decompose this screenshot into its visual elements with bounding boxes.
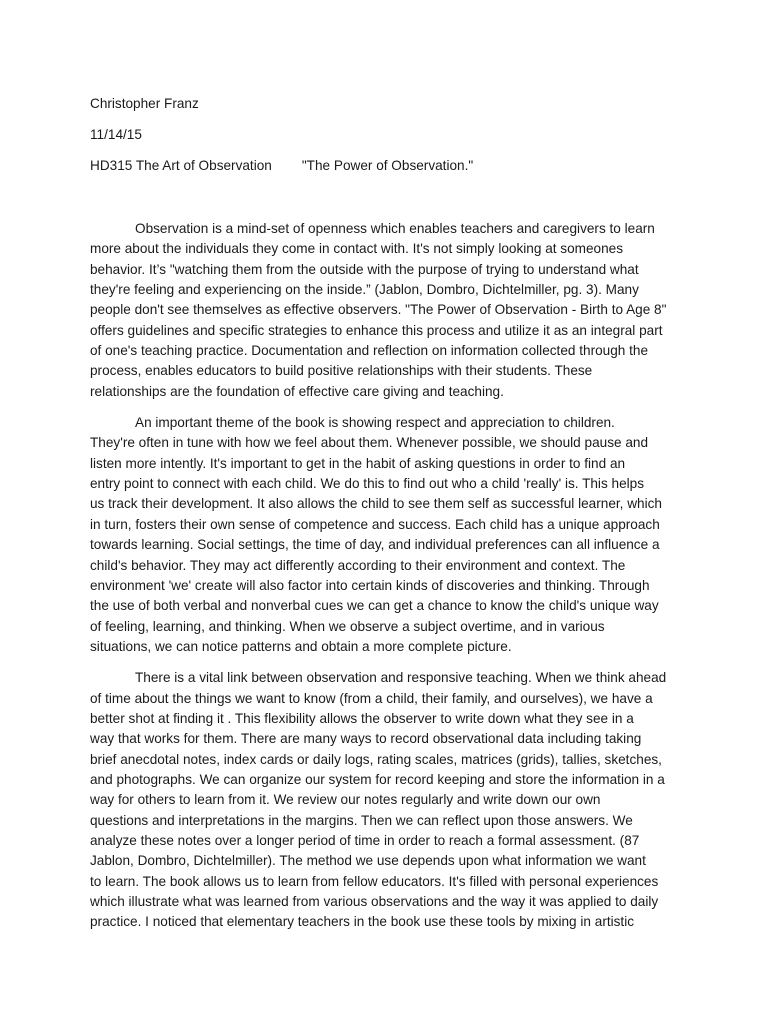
text-line: in turn, fosters their own sense of competence and success. Each child has a unique approach <box>90 516 660 532</box>
text-line: situations, we can notice patterns and obtain a more complete picture. <box>90 638 512 654</box>
text-line: listen more intently. It's important to get in the habit of asking questions in order to find an <box>90 455 626 471</box>
text-line: and photographs. We can organize our system for record keeping and store the information in a <box>90 771 665 787</box>
text-line: to learn. The book allows us to learn from fellow educators. It's filled with personal experiences <box>90 873 659 889</box>
paragraph-gap <box>90 402 690 413</box>
text-line: child's behavior. They may act differently according to their environment and context. The <box>90 557 626 573</box>
text-line: Observation is a mind-set of openness which enables teachers and caregivers to learn <box>135 221 655 236</box>
essay-title: "The Power of Observation." <box>301 158 474 173</box>
text-line: they're feeling and experiencing on the inside.” (Jablon, Dombro, Dichtelmiller, pg. 3). Many <box>90 282 639 298</box>
document-date: 11/14/15 <box>90 127 142 142</box>
text-line: practice. I noticed that elementary teachers in the book use these tools by mixing in artistic <box>90 914 635 930</box>
text-line: better shot at finding it . This flexibility allows the observer to write down what they see in a <box>90 710 634 726</box>
text-line: towards learning. Social settings, the time of day, and individual preferences can all influence a <box>90 537 660 553</box>
paragraph-1 <box>90 219 690 402</box>
essay-body <box>90 219 690 933</box>
text-line: more about the individuals they come in contact with. It's not simply looking at someones <box>90 241 624 257</box>
paragraph-gap <box>90 657 690 668</box>
text-line: An important theme of the book is showing respect and appreciation to children. <box>135 415 615 431</box>
text-line: people don't see themselves as effective observers. "The Power of Observation - Birth to Age 8" <box>90 302 667 318</box>
text-line: process, enables educators to build positive relationships with their students. These <box>90 363 593 379</box>
text-line: brief anecdotal notes, index cards or daily logs, rating scales, matrices (grids), tallies, sketches, <box>90 751 662 767</box>
text-line: relationships are the foundation of effective care giving and teaching. <box>90 383 504 399</box>
text-line: of one's teaching practice. Documentation and reflection on information collected through the <box>90 343 649 359</box>
course-title-line <box>90 157 473 175</box>
text-line: way that works for them. There are many ways to record observational data including taking <box>90 731 642 747</box>
text-line: analyze these notes over a longer period of time in order to reach a formal assessment. (87 <box>90 832 640 848</box>
text-line: questions and interpretations in the margins. Then we can reflect upon those answers. We <box>90 812 633 828</box>
text-line: There is a vital link between observation and responsive teaching. When we think ahead <box>135 670 667 686</box>
text-line: us track their development. It also allows the child to see them self as successful learner, which <box>90 496 662 512</box>
text-line: behavior. It’s "watching them from the outside with the purpose of trying to understand what <box>90 261 639 277</box>
text-line: of feeling, learning, and thinking. When we observe a subject overtime, and in various <box>90 618 605 634</box>
course-name: HD315 The Art of Observation <box>90 158 272 173</box>
paragraph-2 <box>90 413 690 657</box>
paragraph-3 <box>90 668 690 932</box>
text-line: which illustrate what was learned from various observations and the way it was applied to daily <box>90 894 659 909</box>
text-line: way for others to learn from it. We review our notes regularly and write down our own <box>90 792 601 808</box>
text-line: environment 'we' create will also factor into certain kinds of discoveries and thinking. Through <box>90 577 650 593</box>
author-name: Christopher Franz <box>90 96 199 111</box>
text-line: the use of both verbal and nonverbal cues we can get a chance to know the child's unique way <box>90 598 659 614</box>
text-line: They're often in tune with how we feel about them. Whenever possible, we should pause and <box>90 435 649 451</box>
text-line: entry point to connect with each child. We do this to find out who a child 'really' is. This helps <box>90 476 645 492</box>
text-line: Jablon, Dombro, Dichtelmiller). The method we use depends upon what information we want <box>90 853 646 869</box>
text-line: offers guidelines and specific strategies to enhance this process and utilize it as an integral part <box>90 322 663 338</box>
text-line: of time about the things we want to know (from a child, their family, and ourselves), we have a <box>90 690 653 706</box>
